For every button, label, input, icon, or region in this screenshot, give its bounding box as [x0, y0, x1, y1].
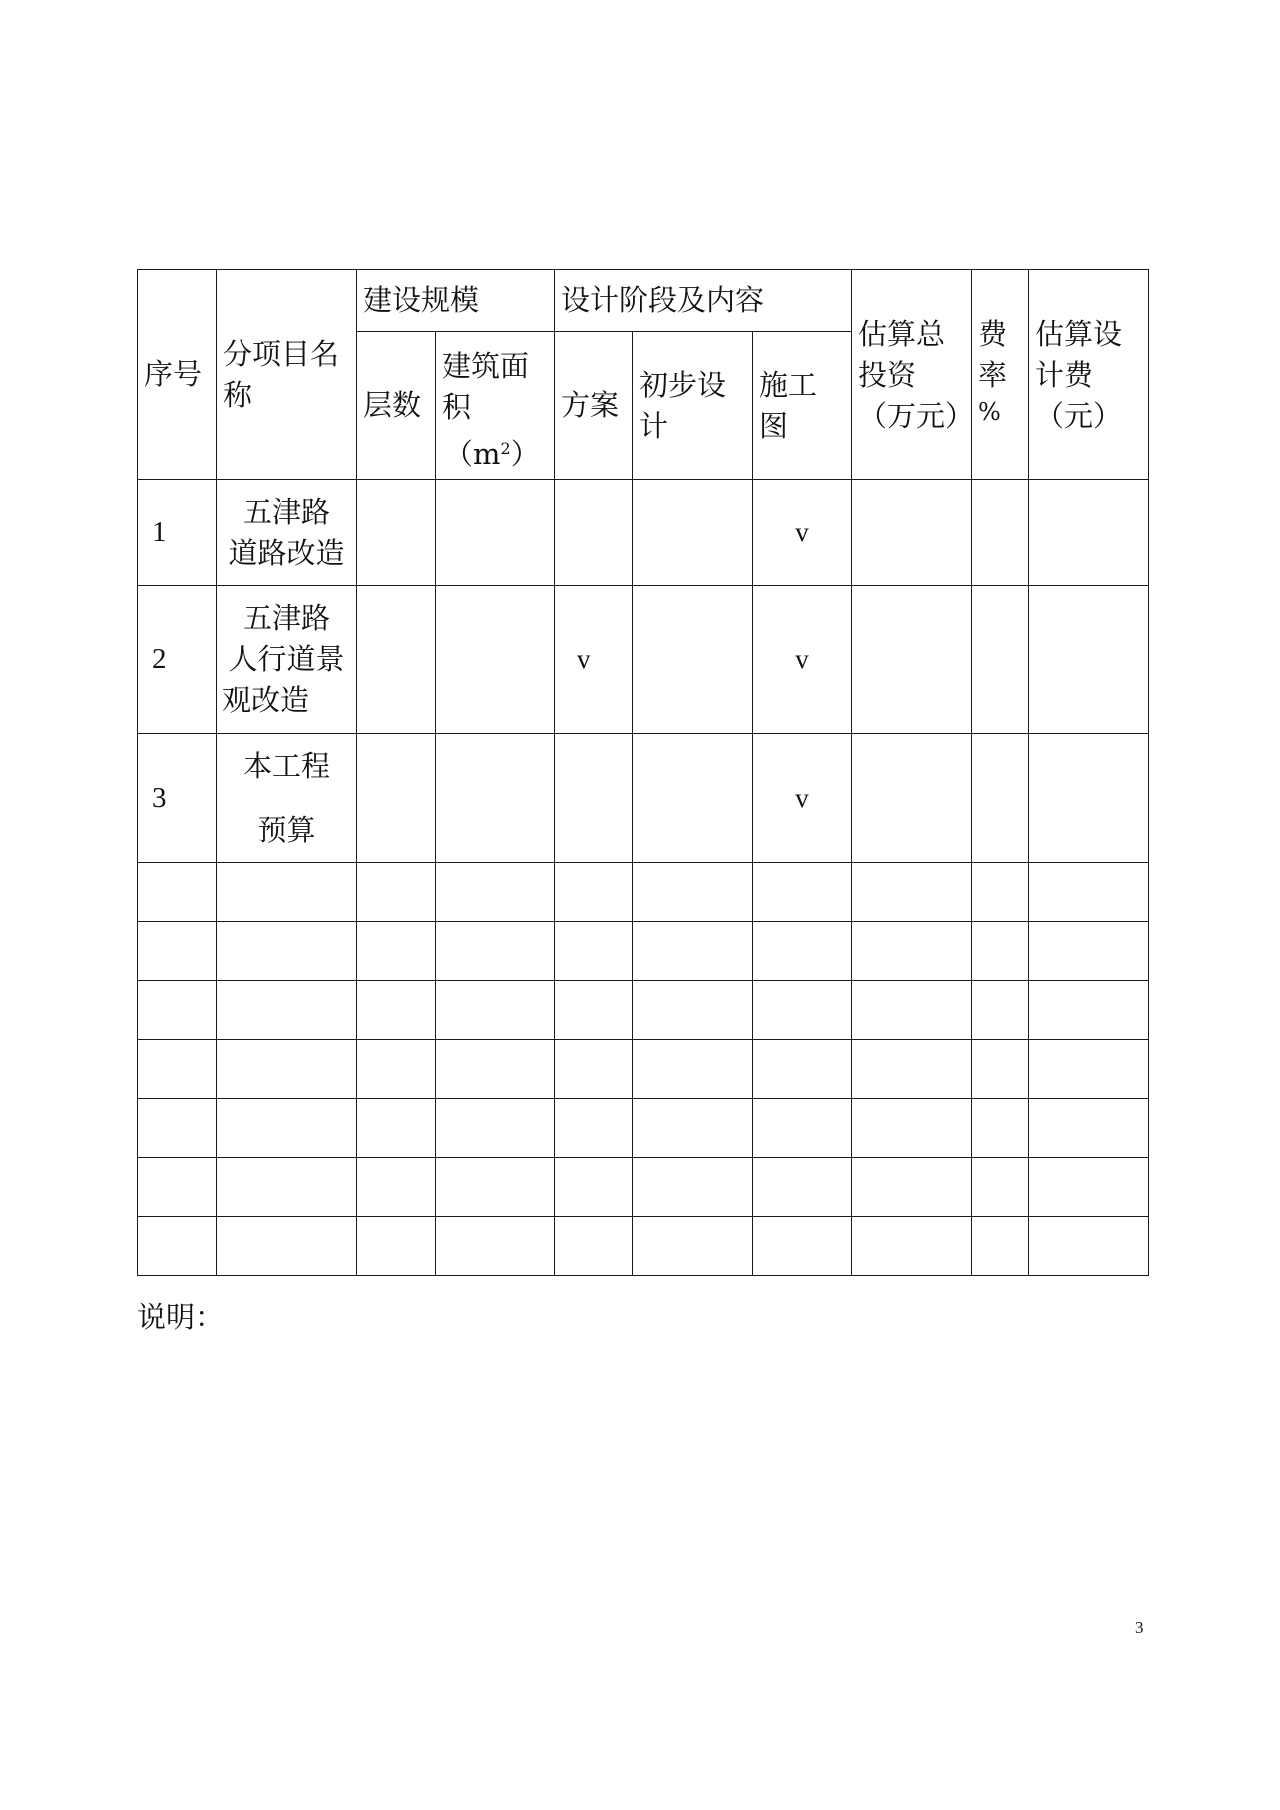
table-row [138, 734, 1149, 863]
row-seq: 1 [138, 480, 217, 586]
row-seq: 3 [138, 734, 217, 863]
empty-row [138, 863, 1149, 922]
row-item-name: 五津路 道路改造 [217, 480, 357, 586]
page-number: 3 [1135, 1618, 1144, 1637]
row-plan-mark: v [555, 586, 633, 734]
table-row [138, 480, 1149, 586]
empty-row [138, 1099, 1149, 1158]
row-item-name: 本工程 预算 [217, 734, 357, 863]
empty-row [138, 922, 1149, 981]
header-estimated-design-fee: 估算设 计费 （元） [1029, 270, 1149, 480]
empty-row [138, 981, 1149, 1040]
header-preliminary-design: 初步设 计 [633, 332, 753, 480]
row-plan-mark [555, 734, 633, 863]
header-floors: 层数 [357, 332, 436, 480]
empty-row [138, 1158, 1149, 1217]
row-plan-mark [555, 480, 633, 586]
header-design-phase: 设计阶段及内容 [555, 270, 852, 332]
design-fee-table [137, 269, 1149, 1276]
empty-row [138, 1040, 1149, 1099]
header-construction-drawing: 施工 图 [753, 332, 852, 480]
row-construction-mark: v [753, 734, 852, 863]
row-item-name: 五津路 人行道景 观改造 [217, 586, 357, 734]
header-plan: 方案 [555, 332, 633, 480]
header-build-scale: 建设规模 [357, 270, 555, 332]
header-seq: 序号 [138, 270, 217, 480]
empty-row [138, 1217, 1149, 1276]
row-seq: 2 [138, 586, 217, 734]
table-row [138, 586, 1149, 734]
header-estimated-investment: 估算总 投资 （万元） [852, 270, 972, 480]
header-floor-area: 建筑面 积 $(m^2)$ [436, 332, 555, 480]
header-rate: 费 率 % [972, 270, 1029, 480]
note-label: 说明： [137, 1300, 225, 1334]
row-construction-mark: v [753, 480, 852, 586]
header-item-name: 分项目名 称 [217, 270, 357, 480]
row-construction-mark: v [753, 586, 852, 734]
